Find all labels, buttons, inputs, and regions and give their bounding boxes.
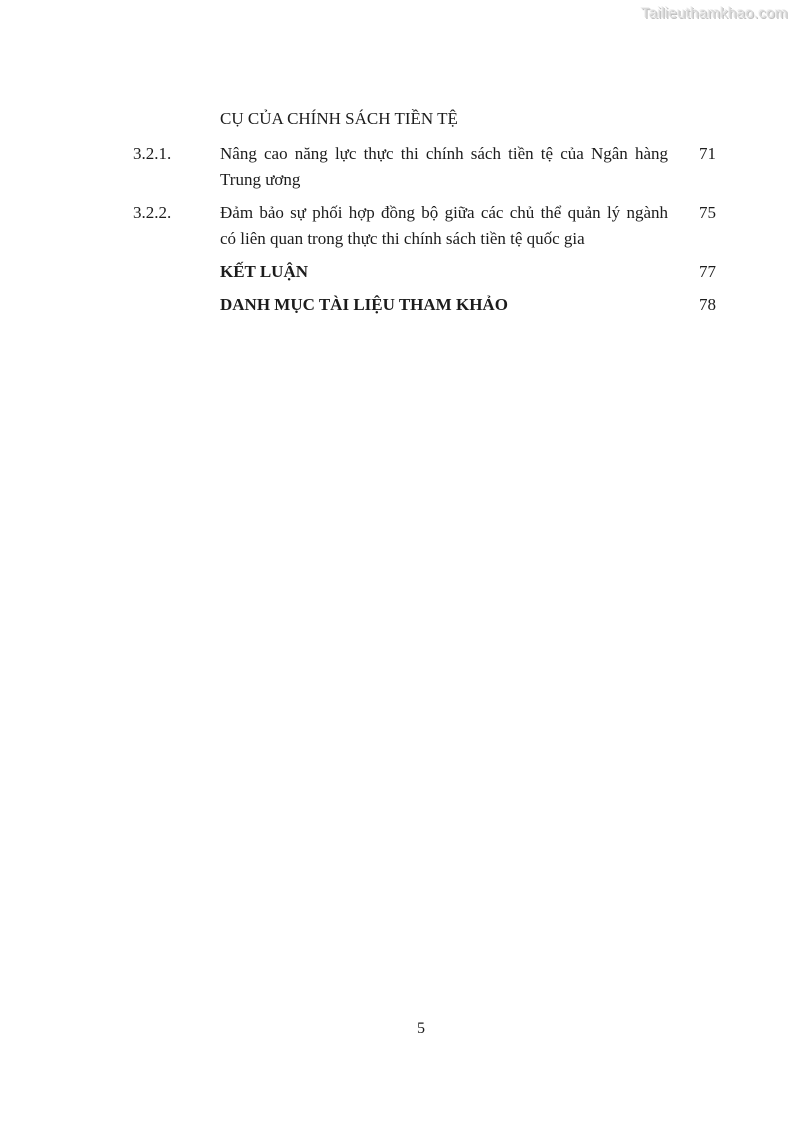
table-of-contents [133,106,716,325]
toc-entry-page-number: 75 [699,203,716,222]
toc-entry-number: 3.2.1. [133,144,172,163]
toc-entry-page-number: 78 [699,295,716,314]
toc-heading-continuation-row [133,106,716,132]
toc-entry-title-line: Nâng cao năng lực thực thi chính sách tiền tệ của Ngân hàng [220,144,668,163]
toc-entry-3-2-1 [133,141,716,193]
toc-number-spacer [133,292,220,318]
toc-entry-title-line: Trung ương [220,170,301,189]
toc-entry-number: 3.2.2. [133,203,172,222]
toc-entry-ket-luan [133,259,716,285]
toc-number-spacer [133,106,220,132]
toc-entry-page-number: 71 [699,144,716,163]
toc-number-spacer [133,259,220,285]
footer-page-number: 5 [417,1020,425,1037]
toc-heading-continuation: CỤ CỦA CHÍNH SÁCH TIỀN TỆ [220,109,458,128]
site-watermark: Tailieuthamkhao.com [641,5,788,22]
toc-entry-3-2-2 [133,200,716,252]
toc-entry-title-line: KẾT LUẬN [220,262,309,281]
toc-entry-title-line: DANH MỤC TÀI LIỆU THAM KHẢO [220,295,508,314]
toc-page-spacer [668,106,716,132]
toc-entry-danh-muc [133,292,716,318]
toc-entry-page-number: 77 [699,262,716,281]
toc-entry-title-line: có liên quan trong thực thi chính sách tiền tệ quốc gia [220,229,585,248]
toc-entry-title-line: Đảm bảo sự phối hợp đồng bộ giữa các chủ thể quản lý ngành [220,203,668,222]
